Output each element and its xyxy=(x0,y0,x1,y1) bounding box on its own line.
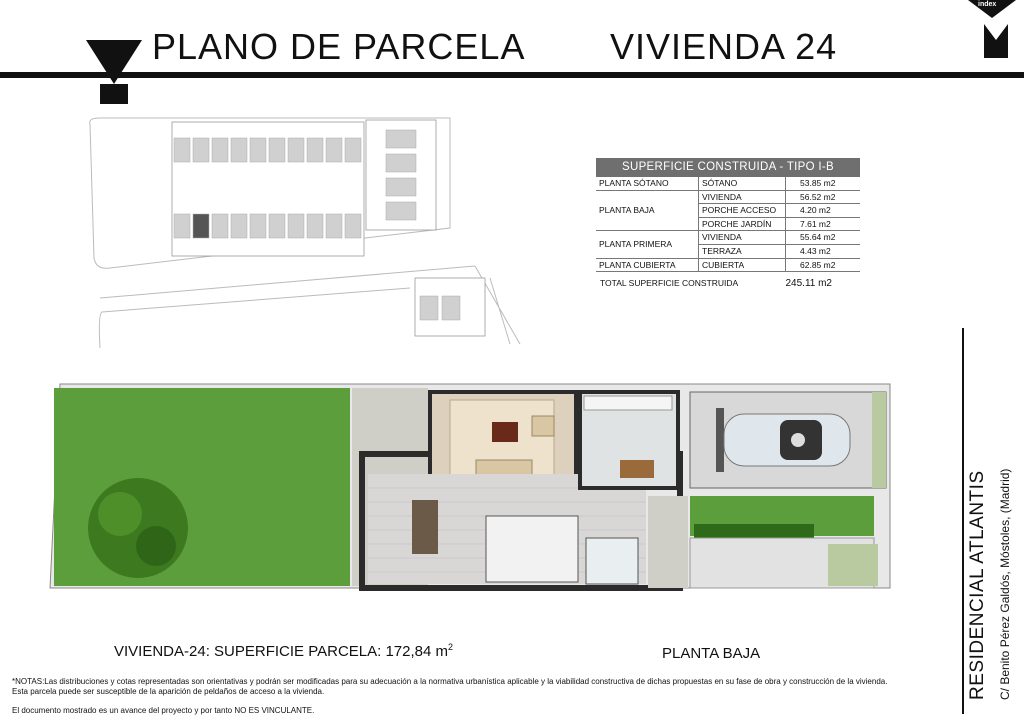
site-plot xyxy=(386,154,416,172)
value-cell: 4.43 m2 xyxy=(786,244,861,258)
page-title: PLANO DE PARCELA xyxy=(152,26,526,67)
site-plot xyxy=(386,178,416,196)
front-hedge xyxy=(694,524,814,538)
brand-logo-icon xyxy=(968,0,1016,58)
item-cell: PORCHE ACCESO xyxy=(699,204,786,218)
site-plot xyxy=(386,202,416,220)
site-plot xyxy=(212,214,228,238)
front-corner-hedge xyxy=(828,544,878,586)
table-row xyxy=(596,231,860,245)
tree-icon xyxy=(88,478,188,578)
surface-table xyxy=(596,158,860,289)
site-plot xyxy=(288,214,304,238)
site-plot xyxy=(345,214,361,238)
item-cell: CUBIERTA xyxy=(699,258,786,272)
project-address: C/ Benito Pérez Galdós, Móstoles, (Madrid) xyxy=(998,468,1012,700)
site-plot xyxy=(326,138,342,162)
section-cell: PLANTA SÓTANO xyxy=(596,177,699,190)
value-cell: 56.52 m2 xyxy=(786,190,861,204)
house-number-title: VIVIENDA 24 xyxy=(610,26,838,67)
floor-plan xyxy=(40,378,900,593)
table-icon xyxy=(492,422,518,442)
kitchen-counter xyxy=(584,396,672,410)
site-plot xyxy=(326,214,342,238)
site-plot xyxy=(307,138,323,162)
site-plot xyxy=(386,130,416,148)
side-rule xyxy=(962,328,964,714)
site-plot xyxy=(250,214,266,238)
surface-total-label: TOTAL SUPERFICIE CONSTRUIDA xyxy=(600,278,739,289)
site-plot xyxy=(250,138,266,162)
car-icon xyxy=(724,414,850,466)
site-plot xyxy=(231,138,247,162)
section-cell: PLANTA PRIMERA xyxy=(596,231,699,258)
site-plot xyxy=(307,214,323,238)
kitchen-table-icon xyxy=(620,460,654,478)
site-plan xyxy=(80,108,525,353)
site-plot xyxy=(269,138,285,162)
site-plot xyxy=(231,214,247,238)
site-plot xyxy=(288,138,304,162)
item-cell: VIVIENDA xyxy=(699,190,786,204)
value-cell: 53.85 m2 xyxy=(786,177,861,190)
site-plot xyxy=(193,138,209,162)
armchair-icon xyxy=(532,416,554,436)
brand-logo-text: index xyxy=(978,1,997,8)
bathroom xyxy=(586,538,638,584)
item-cell: VIVIENDA xyxy=(699,231,786,245)
parcel-caption xyxy=(114,642,453,660)
value-cell: 62.85 m2 xyxy=(786,258,861,272)
site-plot xyxy=(174,138,190,162)
header-rule xyxy=(0,72,1024,78)
entry-porch xyxy=(648,496,688,588)
disclaimer-text: El documento mostrado es un avance del proyecto y por tanto NO ES VINCULANTE. xyxy=(12,706,315,715)
site-plot xyxy=(174,214,190,238)
surface-total-value: 245.11 m2 xyxy=(785,278,832,290)
site-plot xyxy=(420,296,438,320)
notes-text: *NOTAS:Las distribuciones y cotas representadas son orientativas y podrán ser modificadas para su adecuación a la normativa urbanística aplicable y la viabilidad constructiva de dichas propuestas en su fase de obra y construcción de la vivienda. Esta parcela puede ser susceptible de la aparición de peldaños de acceso a la vivienda. xyxy=(12,677,888,696)
surface-table-body xyxy=(596,177,860,272)
item-cell: PORCHE JARDÍN xyxy=(699,217,786,231)
item-cell: SÓTANO xyxy=(699,177,786,190)
table-row xyxy=(596,190,860,204)
site-plot xyxy=(345,138,361,162)
surface-total xyxy=(596,272,860,289)
site-plot xyxy=(269,214,285,238)
parcel-caption-unit-sup: 2 xyxy=(448,642,454,652)
item-cell: TERRAZA xyxy=(699,244,786,258)
floor-name: PLANTA BAJA xyxy=(662,645,761,662)
value-cell: 4.20 m2 xyxy=(786,204,861,218)
project-name: RESIDENCIAL ATLANTIS xyxy=(967,470,988,700)
site-plot xyxy=(442,296,460,320)
table-row xyxy=(596,177,860,190)
parcel-caption-text: VIVIENDA-24: SUPERFICIE PARCELA: 172,84 m xyxy=(114,643,449,660)
section-cell: PLANTA BAJA xyxy=(596,190,699,231)
highlighted-plot xyxy=(193,214,209,238)
table-row xyxy=(596,258,860,272)
section-cell: PLANTA CUBIERTA xyxy=(596,258,699,272)
staircase xyxy=(486,516,578,582)
value-cell: 7.61 m2 xyxy=(786,217,861,231)
brand-logo xyxy=(968,0,1016,58)
value-cell: 55.64 m2 xyxy=(786,231,861,245)
dining-table-icon xyxy=(412,500,438,554)
surface-table-title: SUPERFICIE CONSTRUIDA - TIPO I-B xyxy=(596,158,860,177)
site-plot xyxy=(212,138,228,162)
side-hedge xyxy=(872,392,886,488)
